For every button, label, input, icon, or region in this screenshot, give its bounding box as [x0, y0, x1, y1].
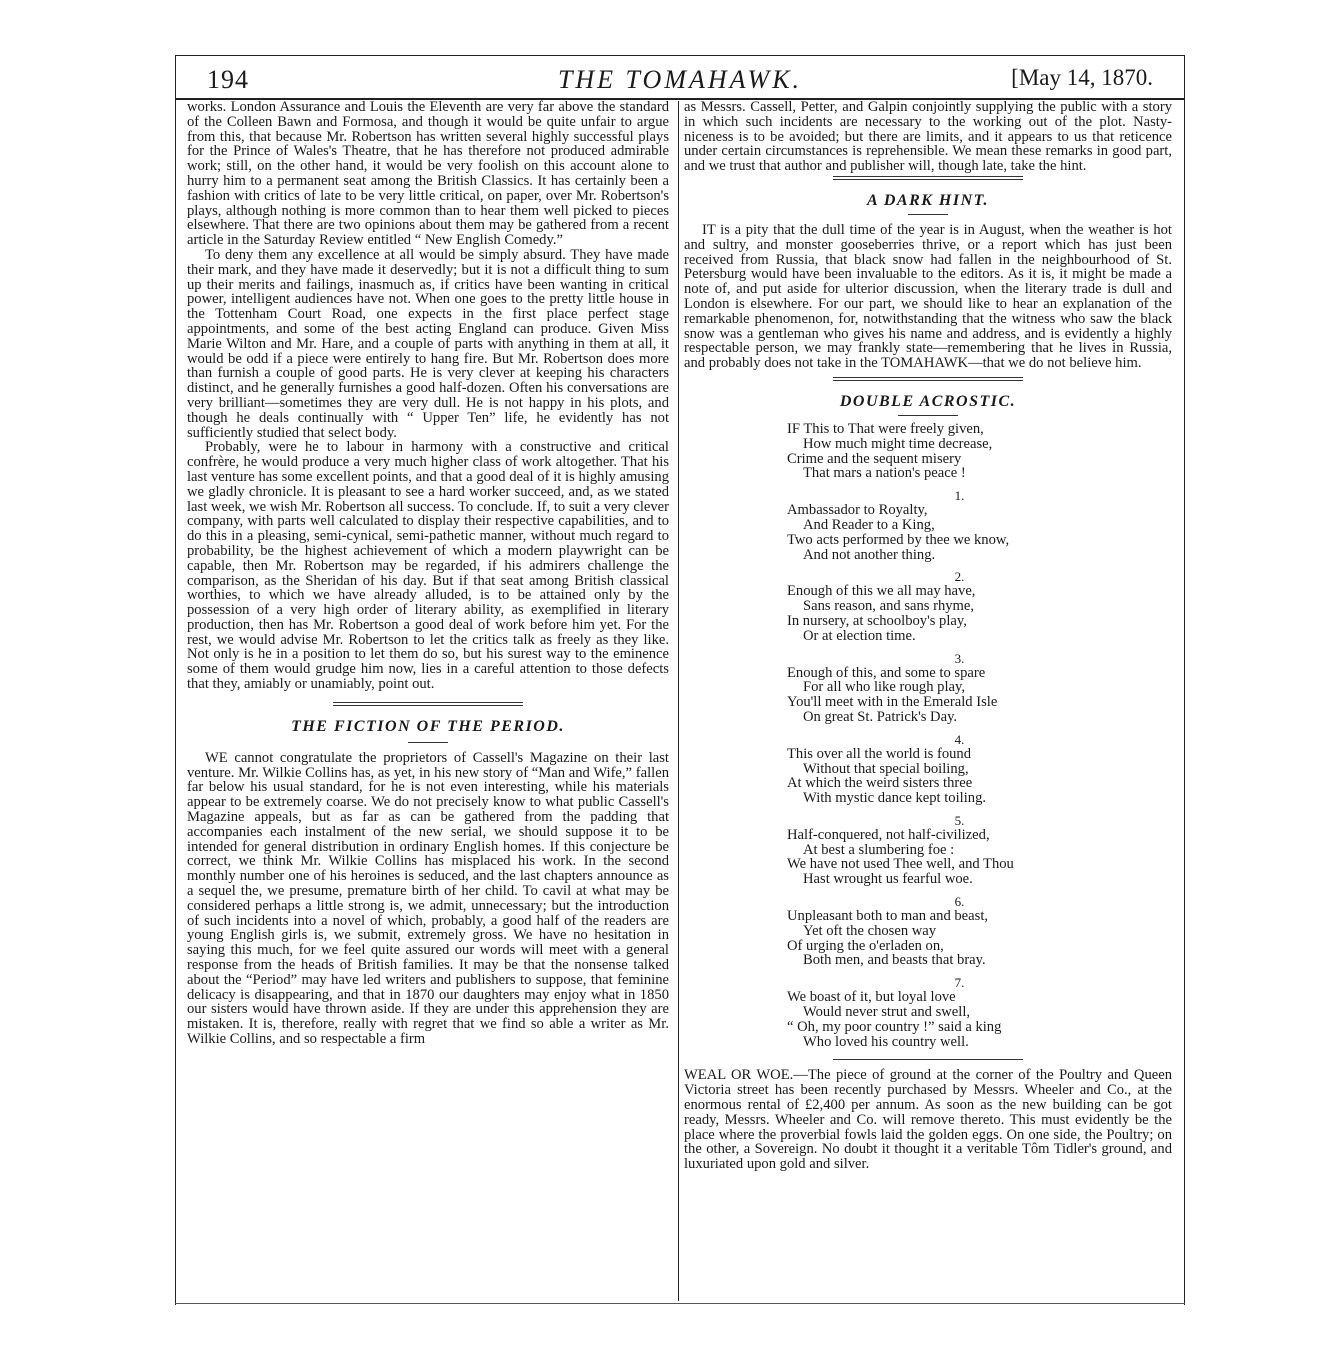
verse-line: And not another thing.: [803, 546, 936, 563]
stanza-number: 1.: [954, 488, 965, 504]
verse-line: “ Oh, my poor country !” said a king: [787, 1018, 1002, 1035]
weal-or-woe-paragraph: [684, 1068, 1172, 1172]
verse-line: Enough of this, and some to spare: [787, 664, 986, 681]
verse-line: Unpleasant both to man and beast,: [787, 908, 989, 925]
verse-line: For all who like rough play,: [803, 679, 965, 696]
fiction-section-title: THE FICTION OF THE PERIOD.: [291, 717, 565, 735]
page-header: [175, 55, 1185, 99]
verse-line: On great St. Patrick's Day.: [803, 708, 958, 725]
verse-line: Crime and the sequent misery: [787, 450, 962, 467]
verse-line: Would never strut and swell,: [803, 1004, 971, 1021]
verse-line: Both men, and beasts that bray.: [803, 952, 986, 969]
verse-line: Of urging the o'erladen on,: [787, 937, 944, 954]
verse-line: Yet oft the chosen way: [803, 922, 937, 939]
verse-line: That mars a nation's peace !: [803, 465, 966, 482]
frame-left-rule: [175, 55, 176, 1305]
verse-line: Or at election time.: [803, 627, 916, 644]
section-divider: [833, 176, 1023, 180]
frame-right-rule: [1184, 55, 1185, 1305]
verse-line: Hast wrought us fearful woe.: [803, 871, 973, 888]
stanza-number: 6.: [954, 894, 965, 910]
verse-line: With mystic dance kept toiling.: [803, 790, 987, 807]
acrostic-title: DOUBLE ACROSTIC.: [839, 392, 1017, 410]
dark-hint-title: A DARK HINT.: [867, 191, 989, 209]
title-underline: [408, 742, 448, 743]
frame-bottom-rule: [175, 1303, 1185, 1304]
dark-hint-paragraph: IT is a pity that the dull time of the year is in August, when the weather is hot and sultry, and monster gooseberries thrive, or a report which has just been received from Russia, that black snow had fallen in the neighbourhood of St. Petersburg would have been invaluable to the editors. As it is, it might be made a note of, and put aside for ulterior discussion, when the literary trade is dull and London is elsewhere. For our part, we should like to hear an explanation of the remarkable phenomenon, for, notwithstanding that the witness who saw the black snow was a gentleman who gives his name and address, and is evidently a highly respectable person, we may frankly state—remembering that he lives in Russia, and probably does not take in the TOMAHAWK—that we do not believe him.: [684, 221, 1172, 372]
verse-line: IF This to That were freely given,: [787, 420, 984, 437]
section-divider: [333, 702, 523, 706]
verse-line: And Reader to a King,: [803, 516, 935, 533]
article-paragraph: works. London Assurance and Louis the Eleventh are very far above the standard of the Colleen Bawn and Formosa, and though it would be quite unfair to argue from this, that because Mr. Robertson has written several highly successful plays for the Prince of Wales's Theatre, that he has therefore not produced admirable work; still, on the other hand, it would be very foolish on this account alone to hurry him to a permanent seat among the British Classics. It has certainly been a fashion with critics of late to be very little critical, on paper, over Mr. Robertson's plays, although nothing is more common than to hear them well picked to pieces elsewhere. That there are two opinions about them may be gathered from a recent article in the Saturday Review entitled “ New English Comedy.”: [187, 99, 669, 249]
verse-line: At best a slumbering foe :: [803, 841, 955, 858]
verse-line: Ambassador to Royalty,: [787, 502, 928, 519]
page-number: 194: [207, 65, 249, 94]
verse-line: Half-conquered, not half-civilized,: [787, 826, 990, 843]
stanza-number: 7.: [954, 975, 965, 991]
verse-line: Enough of this we all may have,: [787, 583, 976, 600]
fiction-paragraph: WE cannot congratulate the proprietors of Cassell's Magazine on their last venture. Mr. Wilkie Collins has, as yet, in his new story of “Man and Wife,” fallen far below his usual standard, for he is not even interesting, while his materials appear to be extremely coarse. We do not precisely know to what public Cassell's Magazine appeals, but as far as can be gathered from the padding that accompanies each instalment of the new serial, we should suppose it to be intended for general distribution in ordinary English homes. If this conjecture be correct, we think Mr. Wilkie Collins has misplaced his work. In the second monthly number one of his heroines is seduced, and the last chapters announce as a sequel the, we presume, premature birth of her child. To cavil at what may be considered perhaps a little strong is, we admit, unnecessary; but the introduction of such incidents into a novel of which, probably, a good half of the readers are young English girls is, we submit, extremely gross. We have no hesitation in saying this much, for we feel quite assured our words will meet with a general response from the heads of British families. It may be that the nonsense talked about the “Period” may have led writers and publishers to suppose, that feminine delicacy is disappearing, and that in 1870 our daughters may enjoy what in 1850 our sisters would have thrown aside. If they are under this apprehension they are mistaken. It is, therefore, really with regret that we find so able a writer as Mr. Wilkie Collins, and so respectable a firm: [187, 749, 669, 1048]
weal-or-woe-heading: WEAL OR WOE.: [684, 1067, 794, 1084]
newspaper-page: [175, 55, 1185, 1305]
article-paragraph: To deny them any excellence at all would be simply absurd. They have made their mark, and they have made it deservedly; but it is not a difficult thing to sum up their merits and failings, inasmuch as, if critics have been wanting in critical power, intelligent audiences have not. When one goes to the pretty little house in the Tottenham Court Road, one expects in the first place perfect stage appointments, and some of the best acting England can produce. Given Miss Marie Wilton and Mr. Hare, and a couple of parts with anything in them at all, it would be odd if a piece were entirely to hang fire. But Mr. Robertson does more than furnish a couple of good parts. He is very clever at keeping his characters distinct, and he generally furnishes a good half-dozen. Often his conversations are very brilliant—sometimes they are very dull. He is not happy in his plots, and though he deals continually with “ Upper Ten” life, he evidently has not sufficiently studied that select body.: [187, 246, 669, 441]
weal-or-woe-text: —The piece of ground at the corner of the Poultry and Queen Victoria street has been recently purchased by Messrs. Wheeler and Co., at the enormous rental of £2,400 per annum. As soon as the new building can be got ready, Messrs. Wheeler and Co. will remove thereto. This must evidently be the place where the proverbial fowls laid the golden eggs. On one side, the Poultry; on the other, a Sovereign. No doubt it thought it a veritable Tôm Tidler's ground, and luxuriated upon gold and silver.: [684, 1067, 1172, 1173]
verse-line: How much might time decrease,: [803, 435, 993, 452]
issue-date: [May 14, 1870.: [1011, 65, 1153, 90]
verse-line: Sans reason, and sans rhyme,: [803, 598, 975, 615]
left-column: [187, 100, 669, 1047]
stanza-number: 5.: [954, 812, 965, 828]
verse-line: We have not used Thee well, and Thou: [787, 856, 1014, 873]
verse-line: You'll meet with in the Emerald Isle: [787, 694, 998, 711]
verse-line: We boast of it, but loyal love: [787, 989, 956, 1006]
journal-title: THE TOMAHAWK.: [557, 65, 803, 94]
title-underline: [898, 415, 958, 416]
verse-line: This over all the world is found: [787, 745, 972, 762]
article-paragraph: Probably, were he to labour in harmony with a constructive and critical confrère, he would produce a very much higher class of work altogether. That his last venture has some excellent points, and that a good deal of it is highly amusing we gladly chronicle. It is pleasant to see a hard worker succeed, and, as we stated last week, we wish Mr. Robertson all success. To conclude. If, to suit a very clever company, with parts well calculated to display their respective capabilities, and to do this in a pleasing, semi-cynical, semi-pathetic manner, without much regard to probability, be the highest achievement of which a modern playwright can be capable, then Mr. Robertson may be regarded, if his admirers challenge the comparison, as the Sheridan of his day. But if that seat among British classical worthies, to which we have already alluded, is to be attained only by the possession of a very high order of literary ability, as exemplified in literary production, then has Mr. Robertson a good deal of work before him yet. For the rest, we would advise Mr. Robertson to let the critics talk as freely as they like. Not only is he in a position to let them do so, but his surest way to the eminence some of them would grudge him now, lies in a careful attention to those defects that they, amiably or unamiably, point out.: [187, 439, 669, 693]
column-divider: [678, 101, 679, 1301]
stanza-number: 4.: [954, 731, 965, 747]
right-column: [684, 100, 1172, 1172]
verse-line: Without that special boiling,: [803, 760, 969, 777]
title-underline: [908, 214, 948, 215]
continuation-paragraph: as Messrs. Cassell, Petter, and Galpin conjointly supplying the public with a story in which such incidents are necessary to the working out of the plot. Nasty-niceness is to be avoided; but there are limits, and it appears to us that reticence under certain circumstances is reprehensible. We mean these remarks in good part, and we trust that author and publisher will, though late, take the hint.: [684, 99, 1172, 175]
verse-line: Who loved his country well.: [803, 1033, 969, 1050]
section-divider: [833, 1059, 1023, 1060]
stanza-number: 3.: [954, 650, 965, 666]
section-divider: [833, 377, 1023, 381]
verse-line: At which the weird sisters three: [787, 775, 973, 792]
verse-line: Two acts performed by thee we know,: [787, 531, 1010, 548]
stanza-number: 2.: [954, 569, 965, 585]
acrostic-poem: [787, 422, 1172, 1050]
verse-line: In nursery, at schoolboy's play,: [787, 612, 967, 629]
